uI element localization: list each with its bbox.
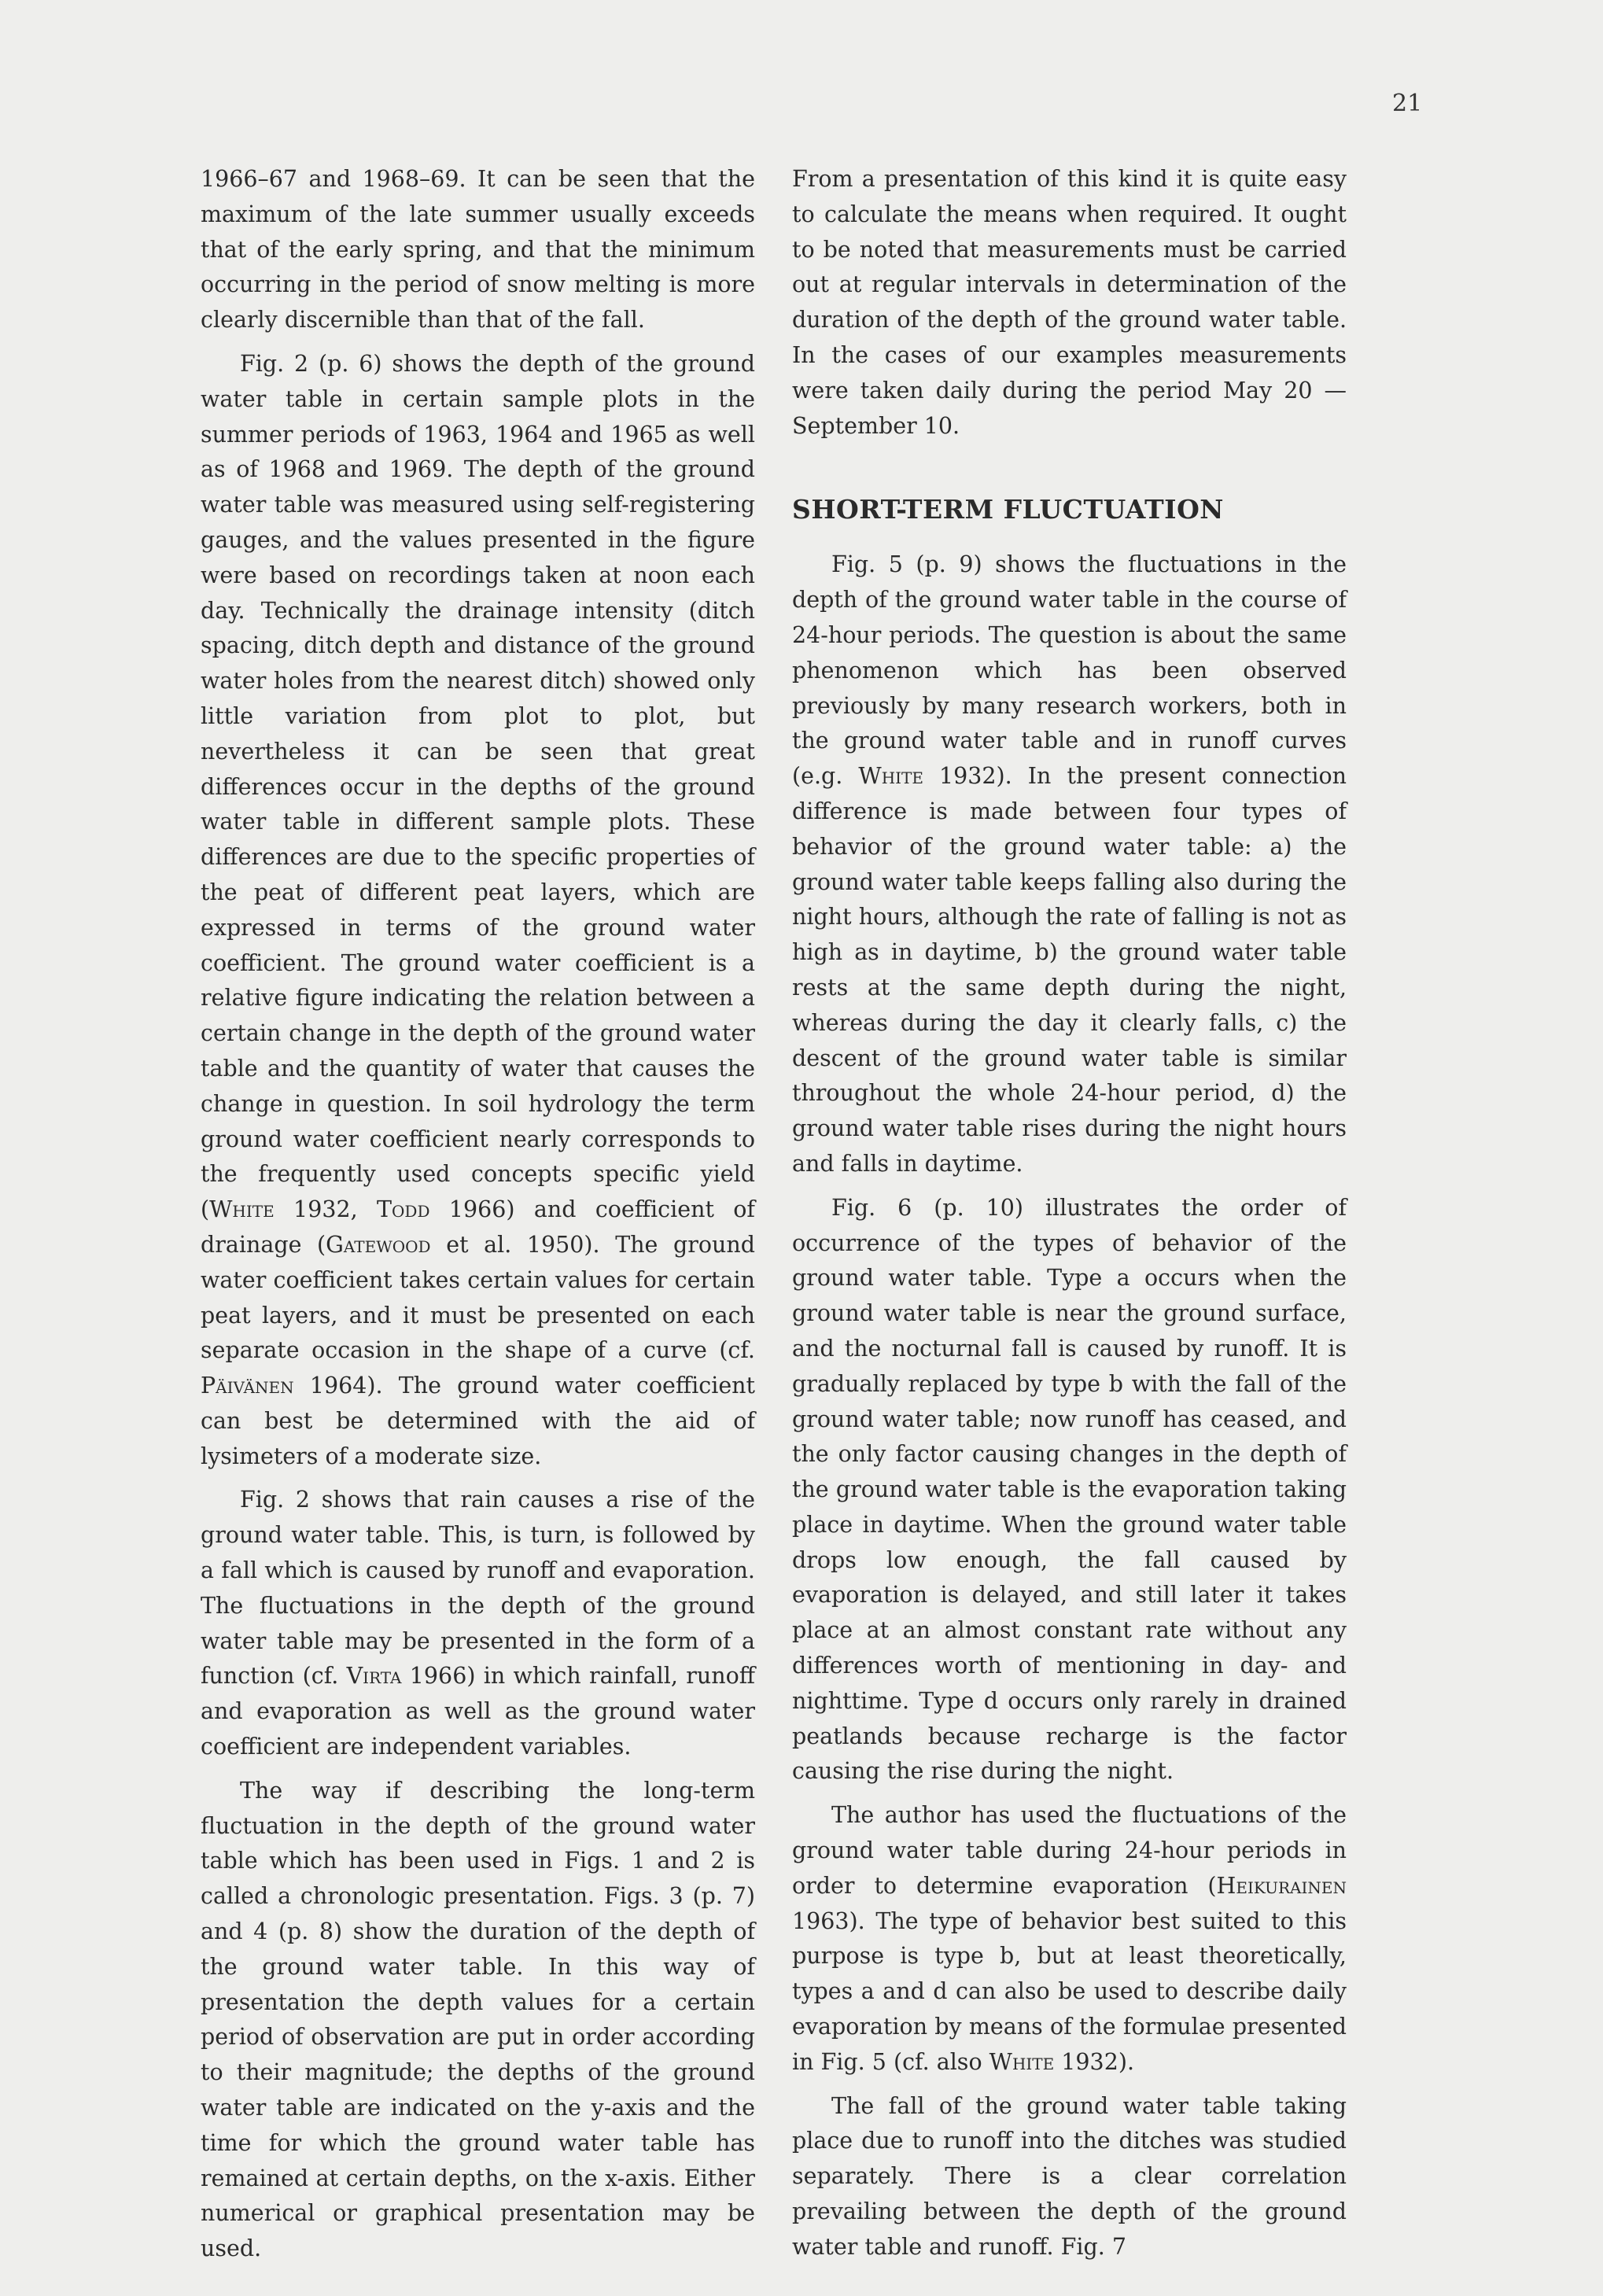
- cited-author: Todd: [377, 1196, 430, 1223]
- paragraph: Fig. 5 (p. 9) shows the fluctuations in the depth of the ground water table in the course of 24-hour periods. The question is about the same phenomenon which has been observed previously by many research workers, both in the ground water table and in runoff curves (e.g. White 1932). In the present connection difference is made between four types of behavior of the ground water table: a) the ground water table keeps falling also during the night hours, although the rate of falling is not as high as in daytime, b) the ground water table rests at the same depth during the night, whereas during the day it clearly falls, c) the descent of the ground water table is similar throughout the whole 24-hour period, d) the ground water table rises during the night hours and falls in daytime.: [792, 551, 1347, 1177]
- cited-author: Päivänen: [201, 1373, 294, 1399]
- left-column: [201, 162, 755, 2276]
- paragraph: The author has used the fluctuations of the ground water table during 24-hour periods in order to determine evaporation (Heikurainen 1963). The type of behavior best suited to this purpose is type b, but at least theoretically, types a and d can also be used to describe daily evaporation by means of the formulae presented in Fig. 5 (cf. also White 1932).: [792, 1802, 1347, 2075]
- paragraph: The way if describing the long-term fluctuation in the depth of the ground water table which has been used in Figs. 1 and 2 is called a chronologic presentation. Figs. 3 (p. 7) and 4 (p. 8) show the duration of the depth of the ground water table. In this way of presentation the depth values for a certain period of observation are put in order according to their magnitude; the depths of the ground water table are indicated on the y-axis and the time for which the ground water table has remained at certain depths, on the x-axis. Either numerical or graphical presentation may be used.: [201, 1777, 755, 2262]
- page-number: 21: [1392, 90, 1423, 117]
- paragraph: From a presentation of this kind it is quite easy to calculate the means when required. It ought to be noted that measurements must be carried out at regular intervals in determination of the duration of the depth of the ground water table. In the cases of our examples measurements were taken daily during the period May 20 — September 10.: [792, 166, 1347, 439]
- cited-author: Gatewood: [326, 1231, 431, 1258]
- cited-author: White: [209, 1196, 275, 1223]
- paragraph: 1966–67 and 1968–69. It can be seen that the maximum of the late summer usually exceeds that of the early spring, and that the minimum occurring in the period of snow melting is more clearly discernible than that of the fall.: [201, 166, 755, 334]
- cited-author: Heikurainen: [1216, 1872, 1347, 1899]
- cited-author: Virta: [346, 1663, 402, 1690]
- right-column: [792, 162, 1347, 2274]
- paragraph: Fig. 6 (p. 10) illustrates the order of occurrence of the types of behavior of the ground water table. Type a occurs when the ground water table is near the ground surface, and the nocturnal fall is caused by runoff. It is gradually replaced by type b with the fall of the ground water table; now runoff has ceased, and the only factor causing changes in the depth of the ground water table is the evaporation taking place in daytime. When the ground water table drops low enough, the fall caused by evaporation is delayed, and still later it takes place at an almost constant rate without any differences worth of mentioning in day- and nighttime. Type d occurs only rarely in drained peatlands because recharge is the factor causing the rise during the night.: [792, 1194, 1347, 1785]
- cited-author: White: [989, 2048, 1055, 2075]
- cited-author: White: [858, 763, 923, 790]
- section-heading: SHORT-TERM FLUCTUATION: [792, 494, 1224, 525]
- paragraph: Fig. 2 shows that rain causes a rise of the ground water table. This, is turn, is followed by a fall which is caused by runoff and evaporation. The fluctuations in the depth of the ground water table may be presented in the form of a function (cf. Virta 1966) in which rainfall, runoff and evaporation as well as the ground water coefficient are independent variables.: [201, 1487, 755, 1760]
- paragraph: Fig. 2 (p. 6) shows the depth of the ground water table in certain sample plots in the summer periods of 1963, 1964 and 1965 as well as of 1968 and 1969. The depth of the ground water table was measured using self-registering gauges, and the values presented in the figure were based on recordings taken at noon each day. Technically the drainage intensity (ditch spacing, ditch depth and distance of the ground water holes from the nearest ditch) showed only little variation from plot to plot, but nevertheless it can be seen that great differences occur in the depths of the ground water table in different sample plots. These differences are due to the specific properties of the peat of different peat layers, which are expressed in terms of the ground water coefficient. The ground water coefficient is a relative figure indicating the relation between a certain change in the depth of the ground water table and the quantity of water that causes the change in question. In soil hydrology the term ground water coefficient nearly corresponds to the frequently used concepts specific yield (White 1932, Todd 1966) and coefficient of drainage (Gatewood et al. 1950). The ground water coefficient takes certain values for certain peat layers, and it must be presented on each separate occasion in the shape of a curve (cf. Päivänen 1964). The ground water coefficient can best be determined with the aid of lysimeters of a moderate size.: [201, 350, 756, 1469]
- paragraph: The fall of the ground water table taking place due to runoff into the ditches was studied separately. There is a clear correlation prevailing between the depth of the ground water table and runoff. Fig. 7: [792, 2092, 1347, 2260]
